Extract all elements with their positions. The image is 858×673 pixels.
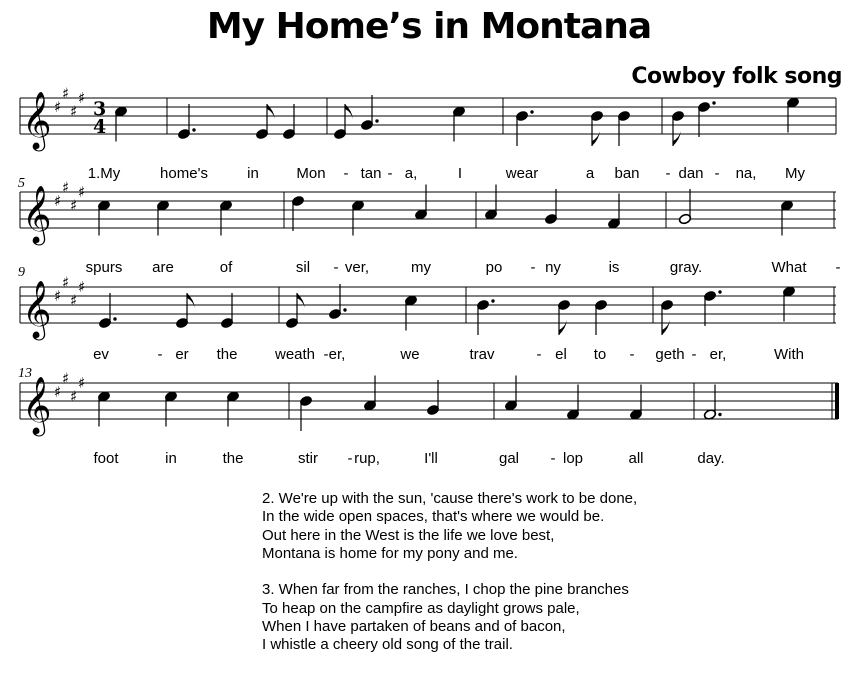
lyric-syllable: rup, — [354, 450, 380, 467]
lyric-syllable: 1.My — [87, 165, 121, 182]
lyric-hyphen: - — [530, 259, 536, 276]
time-sig-top: 3 — [93, 98, 107, 120]
sharp-icon: ♯ — [54, 98, 62, 116]
note-flag — [345, 104, 353, 119]
lyric-syllable: na, — [735, 165, 757, 182]
lyric-syllable: trav — [469, 346, 495, 363]
time-sig-bottom: 4 — [93, 116, 107, 138]
verse-line: I whistle a cheery old song of the trail. — [262, 636, 513, 654]
lyric-syllable: stir — [298, 450, 318, 467]
lyric-hyphen: - — [835, 259, 841, 276]
extra-verses — [262, 490, 637, 673]
sharp-icon: ♯ — [70, 102, 78, 121]
lyric-hyphen: - — [714, 165, 720, 182]
lyric-hyphen: - — [691, 346, 697, 363]
lyric-syllable: I — [457, 165, 463, 182]
lyric-hyphen: - — [347, 450, 353, 467]
song-title: My Home’s in Montana — [206, 6, 652, 47]
measure-number: 13 — [18, 366, 32, 381]
lyric-hyphen: - — [536, 346, 542, 363]
lyric-hyphen: - — [157, 346, 163, 363]
lyric-hyphen: - — [387, 165, 393, 182]
lyric-syllable: my — [411, 259, 431, 276]
lyric-syllable: the — [216, 346, 238, 363]
lyric-syllable: spurs — [85, 259, 123, 276]
sharp-icon: ♯ — [54, 192, 62, 210]
note-flag — [187, 293, 195, 308]
staff-system — [0, 369, 858, 434]
note-flag — [267, 104, 275, 119]
sharp-icon: ♯ — [62, 84, 70, 103]
final-barline-thick — [835, 383, 839, 419]
treble-clef-icon: 𝄞 — [22, 91, 52, 149]
lyric-syllable: er, — [328, 346, 346, 363]
verse-line: 2. We're up with the sun, 'cause there's work to be done, — [262, 490, 638, 507]
lyric-syllable: sil — [295, 259, 311, 276]
augmentation-dot — [113, 317, 116, 320]
treble-clef-icon: 𝄞 — [22, 376, 52, 434]
lyric-syllable: day. — [697, 450, 725, 467]
note-flag — [592, 131, 600, 146]
lyric-syllable: ban — [614, 165, 640, 182]
note-flag — [673, 131, 681, 146]
lyric-syllable: all — [628, 450, 644, 467]
sharp-icon: ♯ — [70, 291, 78, 310]
lyric-syllable: gal — [498, 450, 520, 467]
lyric-syllable: in — [165, 450, 177, 467]
lyric-hyphen: - — [629, 346, 635, 363]
augmentation-dot — [375, 119, 378, 122]
augmentation-dot — [491, 299, 494, 302]
sharp-icon: ♯ — [78, 374, 86, 392]
note-flag — [559, 320, 567, 335]
lyric-syllable: to — [593, 346, 607, 363]
augmentation-dot — [718, 413, 721, 416]
lyric-syllable: a — [585, 165, 595, 182]
verse-line: To heap on the campfire as daylight grows pale, — [262, 599, 580, 617]
verse-line: Montana is home for my pony and me. — [262, 544, 518, 562]
staff-system — [0, 84, 858, 149]
verse-line: 3. When far from the ranches, I chop the pine branches — [262, 581, 629, 599]
lyric-syllable: ver, — [344, 259, 370, 276]
lyric-syllable: wear — [505, 165, 539, 182]
lyric-syllable: we — [400, 346, 420, 363]
augmentation-dot — [718, 290, 721, 293]
sharp-icon: ♯ — [78, 278, 86, 296]
augmentation-dot — [530, 110, 533, 113]
sharp-icon: ♯ — [62, 178, 70, 197]
staff-system — [0, 178, 858, 243]
verse-line: When I have partaken of beans and of bacon, — [262, 618, 566, 636]
lyric-syllable: tan — [360, 165, 382, 182]
sharp-icon: ♯ — [54, 383, 62, 401]
lyric-syllable: ev — [93, 346, 109, 363]
augmentation-dot — [192, 128, 195, 131]
lyric-syllable: foot — [93, 450, 119, 467]
lyric-syllable: el — [555, 346, 567, 363]
staff-system — [0, 273, 858, 338]
augmentation-dot — [712, 101, 715, 104]
treble-clef-icon: 𝄞 — [22, 280, 52, 338]
lyric-hyphen: - — [343, 165, 349, 182]
augmentation-dot — [343, 308, 346, 311]
lyric-syllable: in — [247, 165, 259, 182]
lyric-syllable: What — [771, 259, 807, 276]
verse-line: Out here in the West is the life we love best, — [262, 526, 555, 544]
measure-number: 9 — [18, 265, 25, 280]
lyric-syllable: With — [774, 346, 804, 363]
lyric-syllable: po — [485, 259, 503, 276]
lyric-hyphen: - — [665, 165, 671, 182]
lyric-syllable: gray. — [669, 259, 703, 276]
lyric-hyphen: - — [333, 259, 339, 276]
lyric-syllable: a, — [404, 165, 418, 182]
note-flag — [297, 293, 305, 308]
verse-2 — [262, 490, 637, 563]
sharp-icon: ♯ — [78, 89, 86, 107]
lyric-syllable: is — [608, 259, 620, 276]
verse-line: In the wide open spaces, that's where we would be. — [262, 508, 605, 526]
lyric-syllable: lop — [562, 450, 584, 467]
verse-3 — [262, 581, 637, 654]
lyric-syllable: dan — [678, 165, 704, 182]
lyric-hyphen: - — [550, 450, 556, 467]
lyric-syllable: Mon — [296, 165, 326, 182]
lyric-syllable: the — [222, 450, 244, 467]
lyric-syllable: er, — [709, 346, 727, 363]
sharp-icon: ♯ — [62, 369, 70, 388]
sharp-icon: ♯ — [54, 287, 62, 305]
lyric-syllable: home's — [160, 165, 208, 182]
treble-clef-icon: 𝄞 — [22, 185, 52, 243]
lyric-hyphen: - — [323, 346, 329, 363]
lyric-syllable: weath — [274, 346, 316, 363]
note-flag — [662, 320, 670, 335]
measure-number: 5 — [18, 176, 25, 191]
lyric-syllable: ny — [545, 259, 561, 276]
sharp-icon: ♯ — [70, 387, 78, 406]
lyric-syllable: I'll — [424, 450, 438, 467]
lyric-syllable: geth — [655, 346, 685, 363]
song-subtitle: Cowboy folk song — [631, 64, 842, 89]
lyric-syllable: My — [785, 165, 805, 182]
lyric-syllable: er — [175, 346, 189, 363]
sharp-icon: ♯ — [62, 273, 70, 292]
lyric-syllable: of — [219, 259, 233, 276]
sharp-icon: ♯ — [70, 196, 78, 215]
lyric-syllable: are — [152, 259, 174, 276]
sharp-icon: ♯ — [78, 183, 86, 201]
